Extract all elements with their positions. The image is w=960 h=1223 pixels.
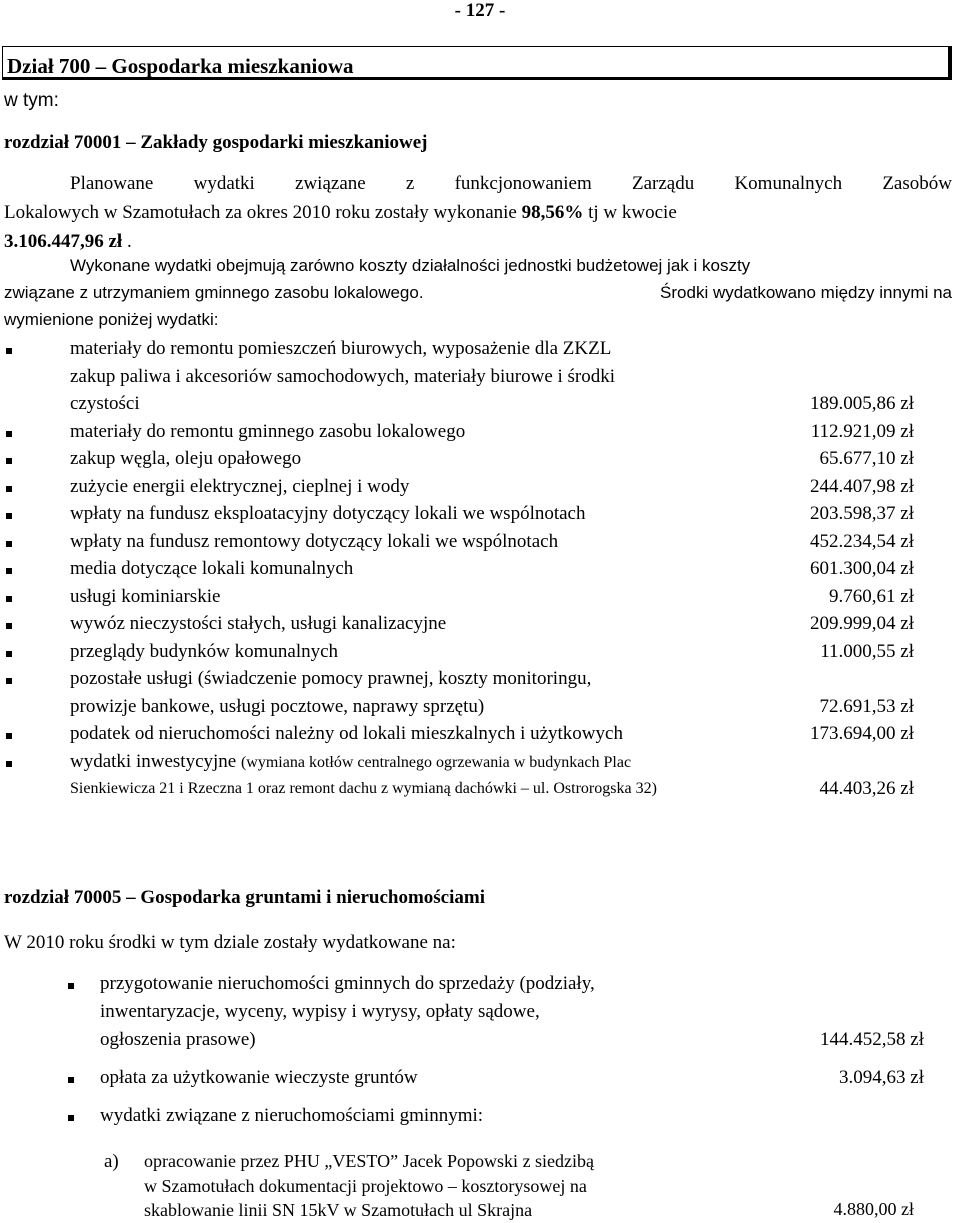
item-9-amount: 209.999,04 zł xyxy=(810,613,914,634)
paragraph-2-line-3: wymienione poniżej wydatki: xyxy=(4,310,219,329)
item-7-label: media dotyczące lokali komunalnych xyxy=(70,558,354,579)
item-7-amount: 601.300,04 zł xyxy=(810,558,914,579)
bullet-marker xyxy=(68,1115,74,1121)
item-3-amount: 65.677,10 zł xyxy=(819,448,914,469)
paragraph-2-line-1: Wykonane wydatki obejmują zarówno koszty działalności jednostki budżetowej jak i koszty xyxy=(70,256,751,275)
paragraph-1-line-2: Lokalowych w Szamotułach za okres 2010 roku zostały wykonanie 98,56% tj w kwocie xyxy=(4,202,677,223)
bullet-marker xyxy=(68,1077,74,1083)
r2-item-1-line-1: przygotowanie nieruchomości gminnych do sprzedaży (podziały, xyxy=(100,973,595,994)
item-8-label: usługi kominiarskie xyxy=(70,586,221,607)
r2-item-1-line-3: ogłoszenia prasowe) xyxy=(100,1029,256,1050)
item-2-label: materiały do remontu gminnego zasobu lokalowego xyxy=(70,421,466,442)
item-1-amount: 189.005,86 zł xyxy=(810,393,914,414)
sub-item-a-amount: 4.880,00 zł xyxy=(833,1199,914,1219)
bullet-marker xyxy=(6,513,12,519)
bullet-marker xyxy=(6,431,12,437)
r2-item-3-label: wydatki związane z nieruchomościami gminnymi: xyxy=(100,1105,484,1126)
chapter-70005-title: rozdział 70005 – Gospodarka gruntami i nieruchomościami xyxy=(4,887,485,908)
r2-item-1-line-2: inwentaryzacje, wyceny, wypisy i wyrysy, opłaty sądowe, xyxy=(100,1001,540,1022)
r2-item-1-amount: 144.452,58 zł xyxy=(820,1029,924,1050)
bullet-marker xyxy=(6,541,12,547)
item-10-label: przeglądy budynków komunalnych xyxy=(70,641,339,662)
bullet-marker xyxy=(6,733,12,739)
chapter-70005-intro: W 2010 roku środki w tym dziale zostały wydatkowane na: xyxy=(4,932,456,953)
item-4-label: zużycie energii elektrycznej, cieplnej i wody xyxy=(70,476,410,497)
bullet-marker xyxy=(6,651,12,657)
section-title: Dział 700 – Gospodarka mieszkaniowa xyxy=(7,54,354,78)
item-13-line-2: Sienkiewicza 21 i Rzeczna 1 oraz remont dachu z wymianą dachówki – ul. Ostrorogska 32) xyxy=(70,780,657,797)
item-1-line-3: czystości xyxy=(70,393,140,414)
item-1-line-2: zakup paliwa i akcesoriów samochodowych, materiały biurowe i środki xyxy=(70,366,616,387)
percent-executed: 98,56% xyxy=(521,202,584,223)
item-6-amount: 452.234,54 zł xyxy=(810,531,914,552)
bullet-marker xyxy=(6,486,12,492)
item-5-label: wpłaty na fundusz eksploatacyjny dotyczący lokali we wspólnotach xyxy=(70,503,586,524)
bullet-marker xyxy=(6,678,12,684)
paragraph-1-line-3: 3.106.447,96 zł . xyxy=(4,231,132,252)
item-5-amount: 203.598,37 zł xyxy=(810,503,914,524)
item-6-label: wpłaty na fundusz remontowy dotyczący lokali we wspólnotach xyxy=(70,531,559,552)
item-13-amount: 44.403,26 zł xyxy=(819,778,914,799)
item-13-line-1: wydatki inwestycyjne (wymiana kotłów centralnego ogrzewania w budynkach Plac xyxy=(70,751,632,772)
chapter-70001-title: rozdział 70001 – Zakłady gospodarki mieszkaniowej xyxy=(4,132,428,153)
item-3-label: zakup węgla, oleju opałowego xyxy=(70,448,302,469)
total-amount: 3.106.447,96 zł xyxy=(4,231,123,252)
item-9-label: wywóz nieczystości stałych, usługi kanalizacyjne xyxy=(70,613,447,634)
sub-item-a-line-1: opracowanie przez PHU „VESTO” Jacek Popowski z siedzibą xyxy=(144,1151,595,1171)
item-2-amount: 112.921,09 zł xyxy=(810,421,914,442)
paragraph-2-line-2: związane z utrzymaniem gminnego zasobu lokalowego. Środki wydatkowano między innymi na xyxy=(4,283,952,302)
item-8-amount: 9.760,61 zł xyxy=(829,586,914,607)
item-4-amount: 244.407,98 zł xyxy=(810,476,914,497)
item-11-line-1: pozostałe usługi (świadczenie pomocy prawnej, koszty monitoringu, xyxy=(70,668,592,689)
item-11-line-2: prowizje bankowe, usługi pocztowe, naprawy sprzętu) xyxy=(70,696,485,717)
sub-item-a-marker: a) xyxy=(104,1151,119,1172)
bullet-marker xyxy=(6,458,12,464)
w-tym-label: w tym: xyxy=(4,90,59,111)
bullet-marker xyxy=(6,568,12,574)
item-12-amount: 173.694,00 zł xyxy=(810,723,914,744)
r2-item-2-label: opłata za użytkowanie wieczyste gruntów xyxy=(100,1067,418,1088)
item-11-amount: 72.691,53 zł xyxy=(819,696,914,717)
item-1-line-1: materiały do remontu pomieszczeń biurowych, wyposażenie dla ZKZL xyxy=(70,338,612,359)
bullet-marker xyxy=(6,596,12,602)
sub-item-a-line-3: skablowanie linii SN 15kV w Szamotułach ul Skrajna xyxy=(144,1200,533,1220)
item-12-label: podatek od nieruchomości należny od lokali mieszkalnych i użytkowych xyxy=(70,723,623,744)
bullet-marker xyxy=(68,983,74,989)
bullet-marker xyxy=(6,623,12,629)
section-header-box xyxy=(2,46,952,80)
bullet-marker xyxy=(6,761,12,767)
bullet-marker xyxy=(6,348,12,354)
sub-item-a-line-2: w Szamotułach dokumentacji projektowo – kosztorysowej na xyxy=(144,1176,587,1196)
paragraph-1-line-1: Planowane wydatki związane z funkcjonowaniem Zarządu Komunalnych Zasobów xyxy=(70,173,952,194)
r2-item-2-amount: 3.094,63 zł xyxy=(839,1067,924,1088)
item-10-amount: 11.000,55 zł xyxy=(820,641,914,662)
page-number: - 127 - xyxy=(454,0,506,21)
